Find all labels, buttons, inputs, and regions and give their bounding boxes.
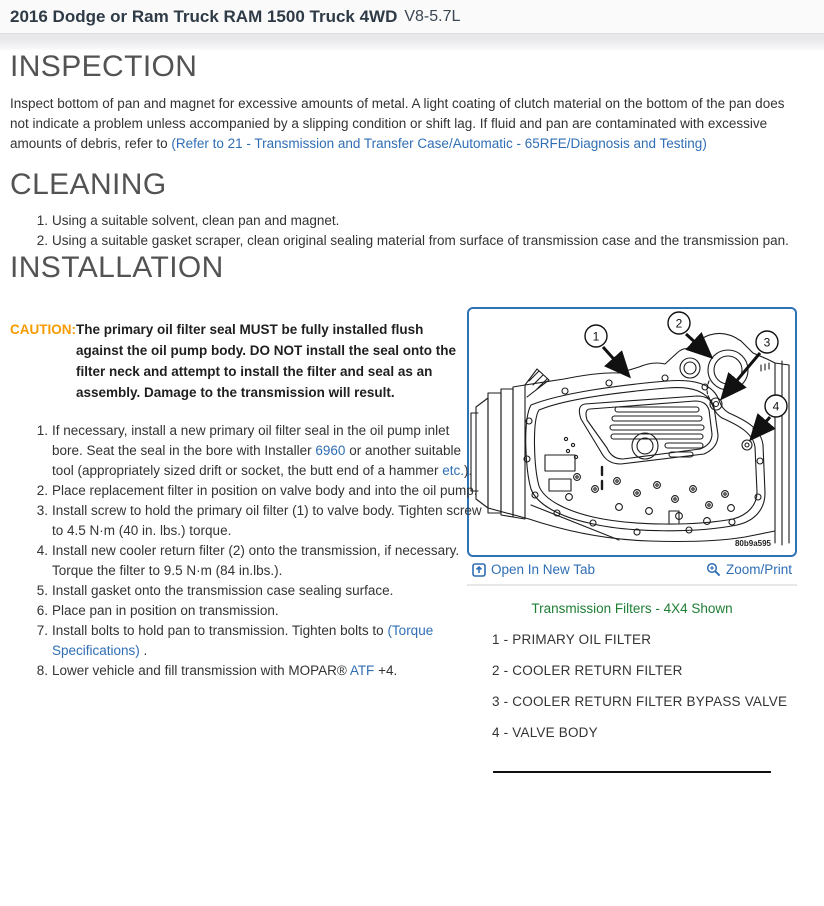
- caution-label: CAUTION:: [10, 321, 76, 337]
- zoom-print-button[interactable]: [706, 562, 792, 577]
- text-run: Using a suitable gasket scraper, clean original sealing material from surface of transmission case and the transmission pan.: [52, 232, 789, 248]
- text-run: Install gasket onto the transmission case sealing surface.: [52, 582, 394, 598]
- install-step: [34, 581, 482, 601]
- install-step: [34, 481, 482, 501]
- svg-text:4: 4: [772, 399, 780, 413]
- callout-1: [585, 325, 607, 347]
- cleaning-step: [34, 211, 814, 231]
- legend-item: 3 - COOLER RETURN FILTER BYPASS VALVE: [492, 693, 788, 709]
- svg-text:3: 3: [763, 335, 771, 349]
- text-run: Place pan in position on transmission.: [52, 602, 279, 618]
- open-in-new-tab-button[interactable]: [472, 562, 595, 577]
- callout-arrows: [603, 334, 770, 438]
- svg-text:2: 2: [675, 316, 683, 330]
- page-header: [0, 0, 824, 33]
- figure-toolbar: [467, 557, 797, 583]
- legend-item: 4 - VALVE BODY: [492, 724, 598, 740]
- text-run: Using a suitable solvent, clean pan and magnet.: [52, 212, 340, 228]
- engine-label: V8-5.7L: [404, 7, 461, 25]
- text-run: +4.: [374, 662, 398, 678]
- figure-column: [467, 307, 797, 773]
- install-step: [34, 541, 482, 581]
- figure-caption: Transmission Filters - 4X4 Shown: [531, 600, 733, 616]
- install-step: [34, 661, 482, 681]
- figure-image-box[interactable]: [467, 307, 797, 557]
- legend-item: 2 - COOLER RETURN FILTER: [492, 662, 683, 678]
- header-divider-strip: [0, 33, 824, 50]
- install-step: [34, 601, 482, 621]
- image-code-label: 80b9a595: [734, 538, 771, 548]
- text-run: Lower vehicle and fill transmission with MOPAR®: [52, 662, 350, 678]
- text-run: or another suitable tool (appropriately sized drift or socket, the butt end of a hammer: [52, 442, 462, 478]
- inline-link[interactable]: etc.: [442, 462, 464, 478]
- open-in-new-tab-label: Open In New Tab: [491, 562, 596, 577]
- text-run: If necessary, install a new primary oil filter seal in the oil pump inlet bore. Seat the seal in the bore with Installer: [52, 422, 450, 458]
- inline-link[interactable]: (Refer to 21 - Transmission and Transfer Case/Automatic - 65RFE/Diagnosis and Testing): [171, 136, 707, 151]
- text-run: ).: [463, 462, 473, 478]
- diagram-artwork: [471, 333, 789, 545]
- installation-text-column: [10, 307, 482, 681]
- zoom-icon: [706, 562, 721, 577]
- text-run: Install new cooler return filter (2) onto the transmission, if necessary. Torque the filter to 9.5 N·m (84 in.lbs.).: [52, 542, 460, 578]
- install-step: [34, 621, 482, 661]
- content: [0, 50, 824, 773]
- text-run: Install bolts to hold pan to transmission. Tighten bolts to: [52, 622, 388, 638]
- install-step: [34, 501, 482, 541]
- install-step: [34, 421, 482, 481]
- text-run: Install screw to hold the primary oil filter (1) to valve body. Tighten screw to 4.5 N·m (40 in. lbs.) torque.: [52, 502, 482, 538]
- section-heading-inspection: INSPECTION: [10, 50, 198, 83]
- inspection-paragraph: [10, 94, 788, 154]
- section-heading-installation: INSTALLATION: [10, 250, 224, 284]
- section-heading-cleaning: CLEANING: [10, 167, 167, 201]
- text-run: .: [139, 642, 148, 658]
- page-title: 2016 Dodge or Ram Truck RAM 1500 Truck 4WD: [10, 6, 398, 26]
- transmission-diagram: [469, 309, 795, 555]
- caution-text: The primary oil filter seal MUST be fully installed flush against the oil pump body. DO NOT install the seal onto the filter neck and attempt to install the filter and seal as an assembly. Damage to the transmission will result.: [76, 321, 457, 400]
- figure-panel: [467, 307, 797, 586]
- callout-3: [756, 331, 778, 353]
- cleaning-step: [34, 231, 814, 251]
- text-run: Place replacement filter in position on valve body and into the oil pump.: [52, 482, 478, 498]
- caution-block: [10, 319, 467, 403]
- inline-link[interactable]: ATF: [349, 662, 375, 678]
- zoom-print-label: Zoom/Print: [725, 562, 792, 577]
- installation-columns: [10, 307, 814, 773]
- legend-item: 1 - PRIMARY OIL FILTER: [492, 631, 652, 647]
- installation-steps: [10, 421, 482, 681]
- inline-link[interactable]: (Torque Specifications): [52, 622, 434, 658]
- cleaning-steps: [10, 211, 814, 251]
- figure-legend: [492, 632, 797, 740]
- text-run: Inspect bottom of pan and magnet for excessive amounts of metal. A light coating of clutch material on the bottom of the pan does not indicate a problem unless accompanied by a slipping condition or shift lag. If fluid and pan are contaminated with excessive amounts of debris, refer to: [10, 96, 785, 151]
- inline-link[interactable]: 6960: [315, 442, 346, 458]
- legend-divider: [493, 771, 771, 773]
- svg-text:1: 1: [592, 329, 600, 343]
- callout-4: [765, 395, 787, 417]
- callout-2: [668, 312, 690, 334]
